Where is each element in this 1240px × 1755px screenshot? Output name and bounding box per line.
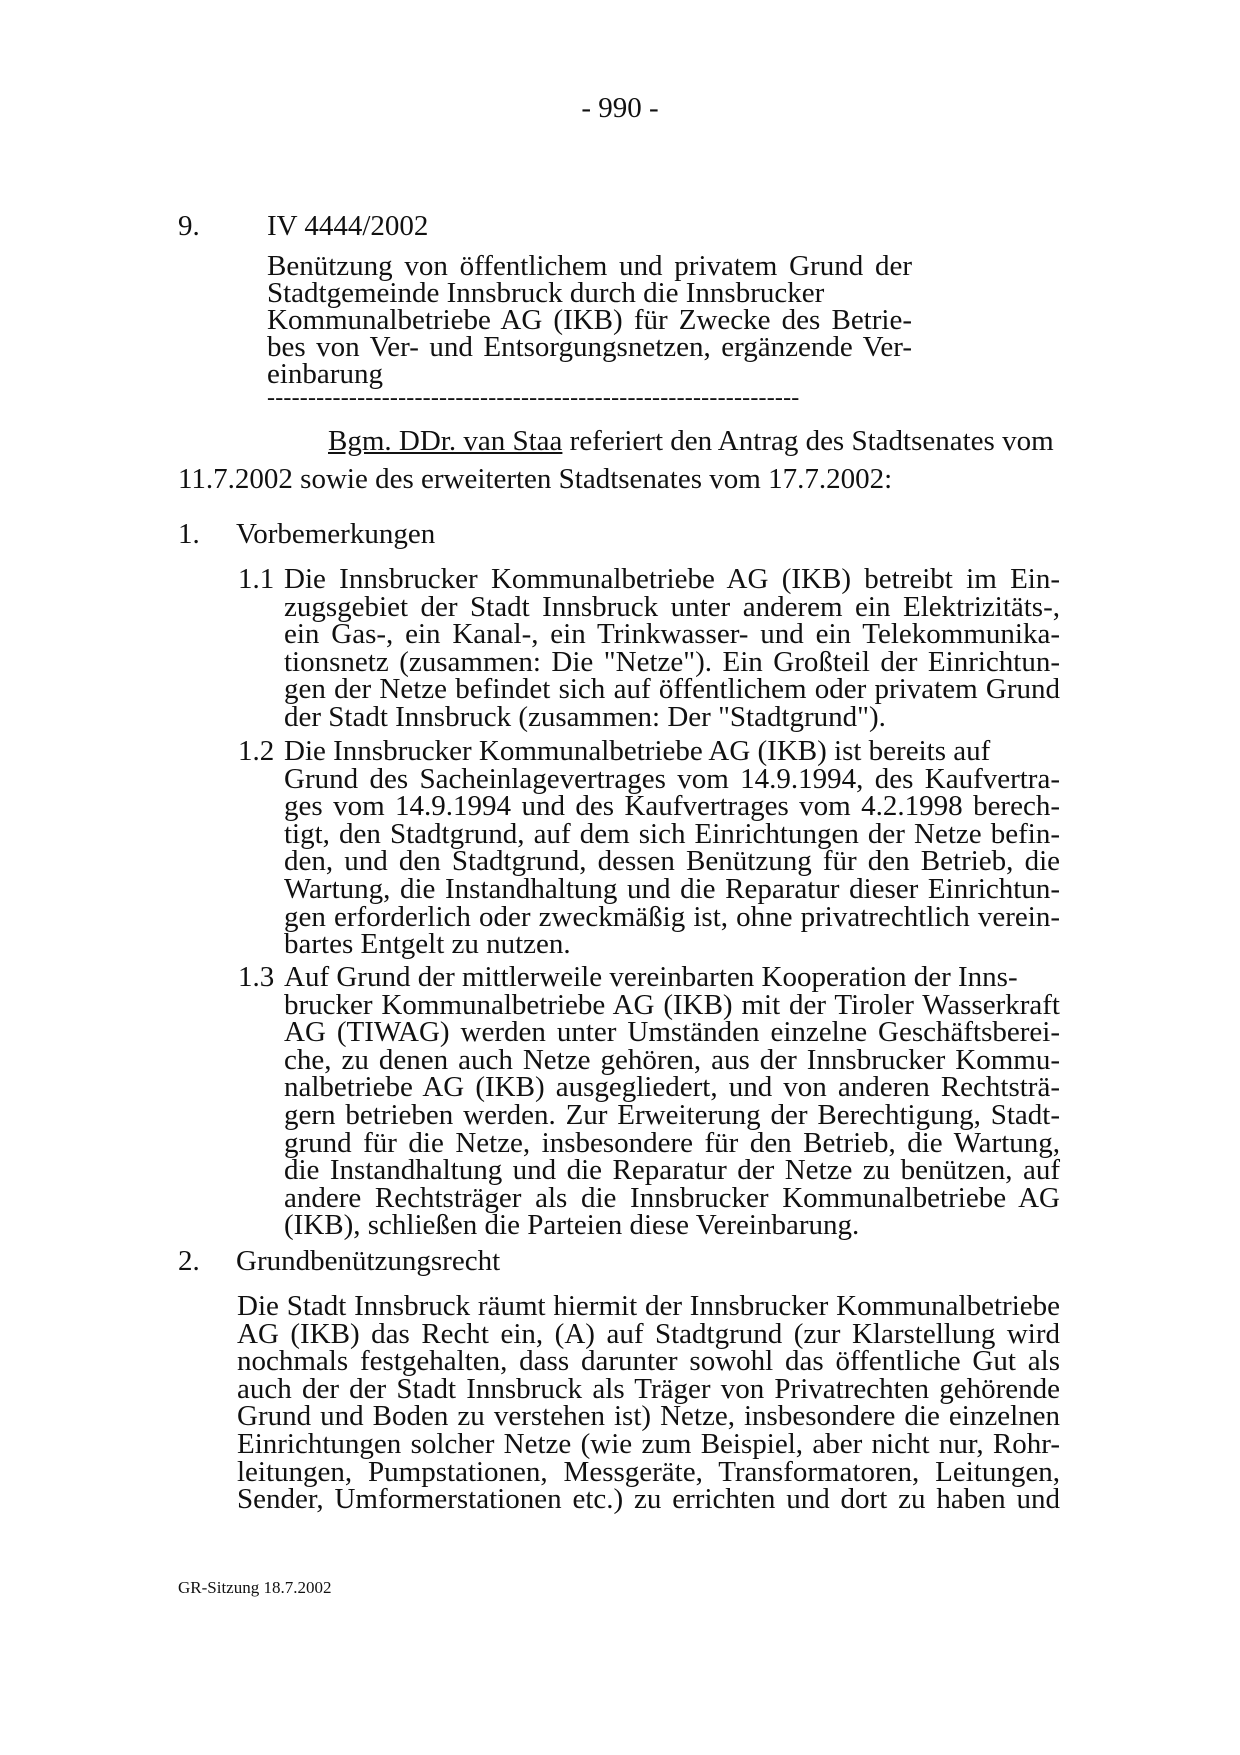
text-line: Die Innsbrucker Kommunalbetriebe AG (IKB) ist bereits auf [284, 735, 991, 767]
text-line: Sender, Umformerstationen etc.) zu errichten und dort zu haben und [237, 1483, 1060, 1516]
subsection-1-1 [238, 563, 1060, 733]
text-line: tigt, den Stadtgrund, auf dem sich Einrichtungen der Netze befin- [284, 817, 1060, 850]
agenda-item-reference: IV 4444/2002 [267, 210, 429, 242]
text-line: gern betrieben werden. Zur Erweiterung der Berechtigung, Stadt- [284, 1098, 1060, 1131]
intro-line-1-rest: referiert den Antrag des Stadtsenates vom [562, 425, 1054, 457]
page-number: - 990 - [581, 92, 659, 124]
subsection-text [284, 735, 1060, 961]
text-line: Die Stadt Innsbruck räumt hiermit der Innsbrucker Kommunalbetriebe [237, 1290, 1060, 1322]
subject-line: Kommunalbetriebe AG (IKB) für Zwecke des Betrie- [267, 304, 912, 336]
intro-line-1 [178, 422, 1060, 460]
text-line: Einrichtungen solcher Netze (wie zum Beispiel, aber nicht nur, Rohr- [237, 1427, 1060, 1460]
text-line: zugsgebiet der Stadt Innsbruck unter anderem ein Elektrizitäts-, [284, 590, 1060, 623]
text-line: den, und den Stadtgrund, dessen Benützung für den Betrieb, die [284, 845, 1060, 878]
text-line: ein Gas-, ein Kanal-, ein Trinkwasser- und ein Telekommunika- [284, 618, 1060, 651]
agenda-item-subject [267, 250, 912, 390]
text-line: leitungen, Pumpstationen, Messgeräte, Transformatoren, Leitungen, [237, 1455, 1060, 1488]
subsection-number: 1.3 [238, 961, 275, 993]
text-line: brucker Kommunalbetriebe AG (IKB) mit der Tiroler Wasserkraft [284, 988, 1060, 1021]
text-line: Die Innsbrucker Kommunalbetriebe AG (IKB) betreibt im Ein- [284, 563, 1060, 595]
text-line: gen der Netze befindet sich auf öffentlichem oder privatem Grund [284, 673, 1060, 706]
text-line: nalbetriebe AG (IKB) ausgegliedert, und von anderen Rechtsträ- [284, 1071, 1060, 1104]
text-line: auch der der Stadt Innsbruck als Träger von Privatrechten gehörende [237, 1372, 1060, 1405]
text-line: die Instandhaltung und die Reparatur der Netze zu benützen, auf [284, 1154, 1060, 1187]
text-line: Auf Grund der mittlerweile vereinbarten Kooperation der Inns- [284, 961, 1018, 993]
agenda-item-number: 9. [178, 210, 200, 242]
section-2-paragraph [237, 1290, 1060, 1516]
subject-line: einbarung [267, 358, 383, 390]
text-line: che, zu denen auch Netze gehören, aus der Innsbrucker Kommu- [284, 1043, 1060, 1076]
text-line: grund für die Netze, insbesondere für den Betrieb, die Wartung, [284, 1126, 1060, 1159]
subsection-1-2 [238, 735, 1060, 961]
section-number: 2. [178, 1245, 200, 1277]
subsection-number: 1.1 [238, 563, 275, 595]
text-line: AG (TIWAG) werden unter Umständen einzelne Geschäftsberei- [284, 1016, 1060, 1049]
section-number: 1. [178, 518, 200, 550]
text-line: ges vom 14.9.1994 und des Kaufvertrages vom 4.2.1998 berech- [284, 790, 1060, 823]
speaker-name: Bgm. DDr. van Staa [328, 425, 563, 457]
text-line: bartes Entgelt zu nutzen. [284, 928, 571, 961]
intro-paragraph [178, 422, 1060, 498]
text-line: Wartung, die Instandhaltung und die Reparatur dieser Einrichtun- [284, 872, 1060, 905]
page-footer: GR-Sitzung 18.7.2002 [178, 1578, 332, 1597]
text-line: tionsnetz (zusammen: Die "Netze"). Ein Großteil der Einrichtun- [284, 645, 1060, 678]
text-line: nochmals festgehalten, dass darunter sowohl das öffentliche Gut als [237, 1345, 1060, 1378]
text-line: andere Rechtsträger als die Innsbrucker Kommunalbetriebe AG [284, 1181, 1060, 1214]
text-line: gen erforderlich oder zweckmäßig ist, ohne privatrechtlich verein- [284, 900, 1060, 933]
subject-line: Stadtgemeinde Innsbruck durch die Innsbrucker [267, 277, 825, 309]
text-line: der Stadt Innsbruck (zusammen: Der "Stadtgrund"). [284, 700, 886, 733]
text-line: Grund und Boden zu verstehen ist) Netze, insbesondere die einzelnen [237, 1400, 1060, 1433]
text-line: Grund des Sacheinlagevertrages vom 14.9.1994, des Kaufvertra- [284, 762, 1060, 795]
subject-line: Benützung von öffentlichem und privatem Grund der [267, 250, 912, 282]
intro-line-2: 11.7.2002 sowie des erweiterten Stadtsenates vom 17.7.2002: [178, 463, 893, 495]
separator-line: ----------------------------------------------------------------- [267, 385, 800, 411]
text-line: AG (IKB) das Recht ein, (A) auf Stadtgrund (zur Klarstellung wird [237, 1317, 1060, 1350]
section-title: Grundbenützungsrecht [236, 1245, 501, 1277]
section-title: Vorbemerkungen [236, 518, 436, 550]
subsection-1-3 [238, 961, 1060, 1242]
subject-line: bes von Ver- und Entsorgungsnetzen, ergänzende Ver- [267, 331, 912, 363]
subsection-number: 1.2 [238, 735, 275, 767]
subsection-text [284, 961, 1060, 1242]
text-line: (IKB), schließen die Parteien diese Vereinbarung. [284, 1209, 860, 1242]
subsection-text [284, 563, 1060, 733]
